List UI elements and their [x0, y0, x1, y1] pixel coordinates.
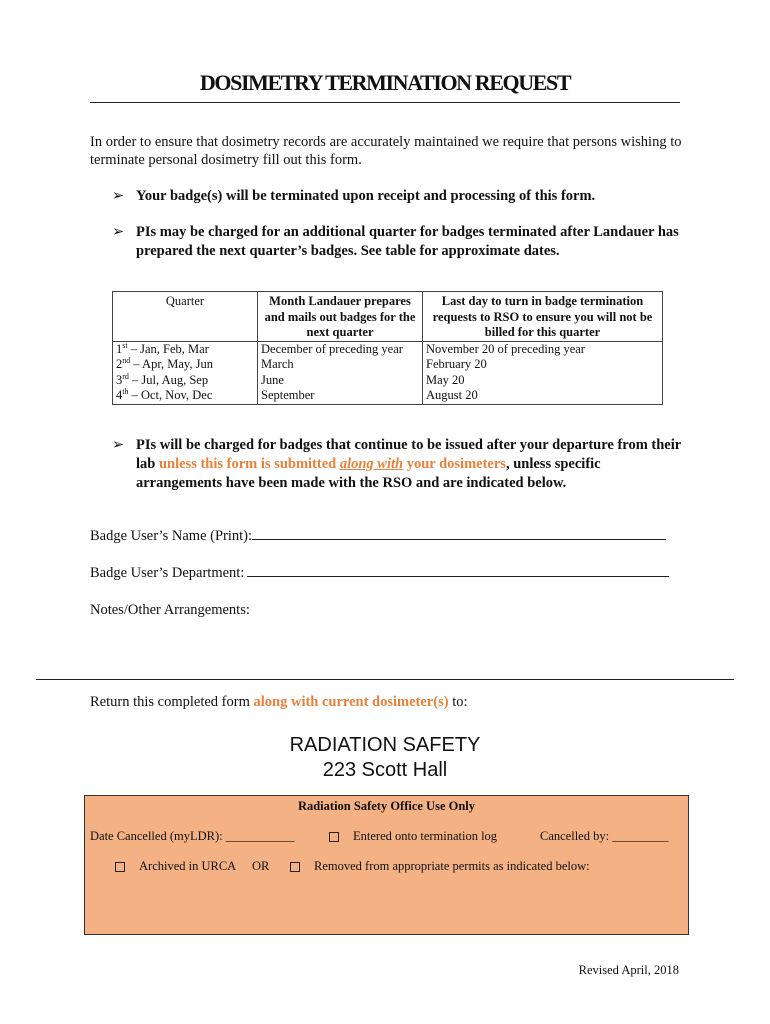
name-input-line[interactable] — [252, 538, 666, 540]
quarter-dates-table — [112, 291, 663, 405]
office-address: 223 Scott Hall — [322, 759, 448, 781]
office-use-title: Radiation Safety Office Use Only — [297, 799, 476, 813]
quarter-cell: 4th – Oct, Nov, Dec — [113, 388, 258, 404]
page-title: DOSIMETRY TERMINATION REQUEST — [199, 70, 571, 95]
department-label: Badge User’s Department: — [90, 565, 245, 581]
checkbox-icon[interactable] — [115, 862, 125, 872]
table-row — [113, 341, 663, 357]
cancelled-by-field: Cancelled by: _________ — [540, 829, 669, 843]
checkbox-icon[interactable] — [290, 862, 300, 872]
last-day-cell: August 20 — [423, 388, 663, 404]
prepares-cell: March — [258, 357, 423, 373]
last-day-cell: November 20 of preceding year — [423, 341, 663, 357]
table-row — [113, 357, 663, 373]
table-header-quarter: Quarter — [113, 292, 258, 342]
table-header-last-day: Last day to turn in badge termination requests to RSO to ensure you will not be billed for this quarter — [423, 292, 663, 342]
department-input-line[interactable] — [247, 575, 669, 577]
bullet-additional-quarter — [112, 223, 687, 261]
prepares-cell: June — [258, 373, 423, 389]
bullet-charged-warning — [112, 436, 687, 493]
or-label: OR — [252, 859, 270, 873]
quarter-cell: 3rd – Jul, Aug, Sep — [113, 373, 258, 389]
bullet-text: PIs may be charged for an additional quarter for badges terminated after Landauer has prepared the next quarter’s badges. See table for approximate dates. — [136, 224, 679, 259]
removed-permits-option: Removed from appropriate permits as indicated below: — [290, 859, 590, 874]
arrow-bullet-icon: ➢ — [112, 437, 125, 453]
badge-user-department-field[interactable] — [90, 565, 669, 582]
checkbox-icon[interactable] — [329, 832, 339, 842]
archived-option: Archived in URCA — [115, 859, 236, 874]
prepares-cell: September — [258, 388, 423, 404]
revision-date: Revised April, 2018 — [578, 963, 679, 977]
last-day-cell: February 20 — [423, 357, 663, 373]
intro-paragraph: In order to ensure that dosimetry records are accurately maintained we require that persons wishing to terminate personal dosimetry fill out this form. — [90, 134, 682, 168]
quarter-cell: 2nd – Apr, May, Jun — [113, 357, 258, 373]
quarter-cell: 1st – Jan, Feb, Mar — [113, 341, 258, 357]
date-cancelled-field: Date Cancelled (myLDR): ___________ — [90, 829, 295, 843]
notes-label: Notes/Other Arrangements: — [90, 602, 250, 618]
bullet-text: PIs will be charged for badges that continue to be issued after your departure from their lab unless this form is submitted along with your dosimeters, unless specific arrangements have been made with the RSO and are indicated below. — [136, 437, 681, 491]
entered-log-option: Entered onto termination log — [329, 829, 497, 844]
office-use-only-box — [84, 795, 689, 935]
return-instruction: Return this completed form along with current dosimeter(s) to: — [90, 694, 468, 710]
table-row — [113, 388, 663, 404]
office-name: RADIATION SAFETY — [289, 734, 481, 756]
section-divider — [36, 679, 734, 680]
table-row — [113, 373, 663, 389]
bullet-text: Your badge(s) will be terminated upon receipt and processing of this form. — [136, 188, 596, 204]
arrow-bullet-icon: ➢ — [112, 224, 125, 240]
last-day-cell: May 20 — [423, 373, 663, 389]
arrow-bullet-icon: ➢ — [112, 188, 125, 204]
table-header-month-prepares: Month Landauer prepares and mails out badges for the next quarter — [258, 292, 423, 342]
title-divider — [90, 102, 680, 103]
bullet-badge-terminated — [112, 187, 687, 206]
prepares-cell: December of preceding year — [258, 341, 423, 357]
badge-user-name-field[interactable] — [90, 528, 666, 545]
name-label: Badge User’s Name (Print): — [90, 528, 253, 544]
